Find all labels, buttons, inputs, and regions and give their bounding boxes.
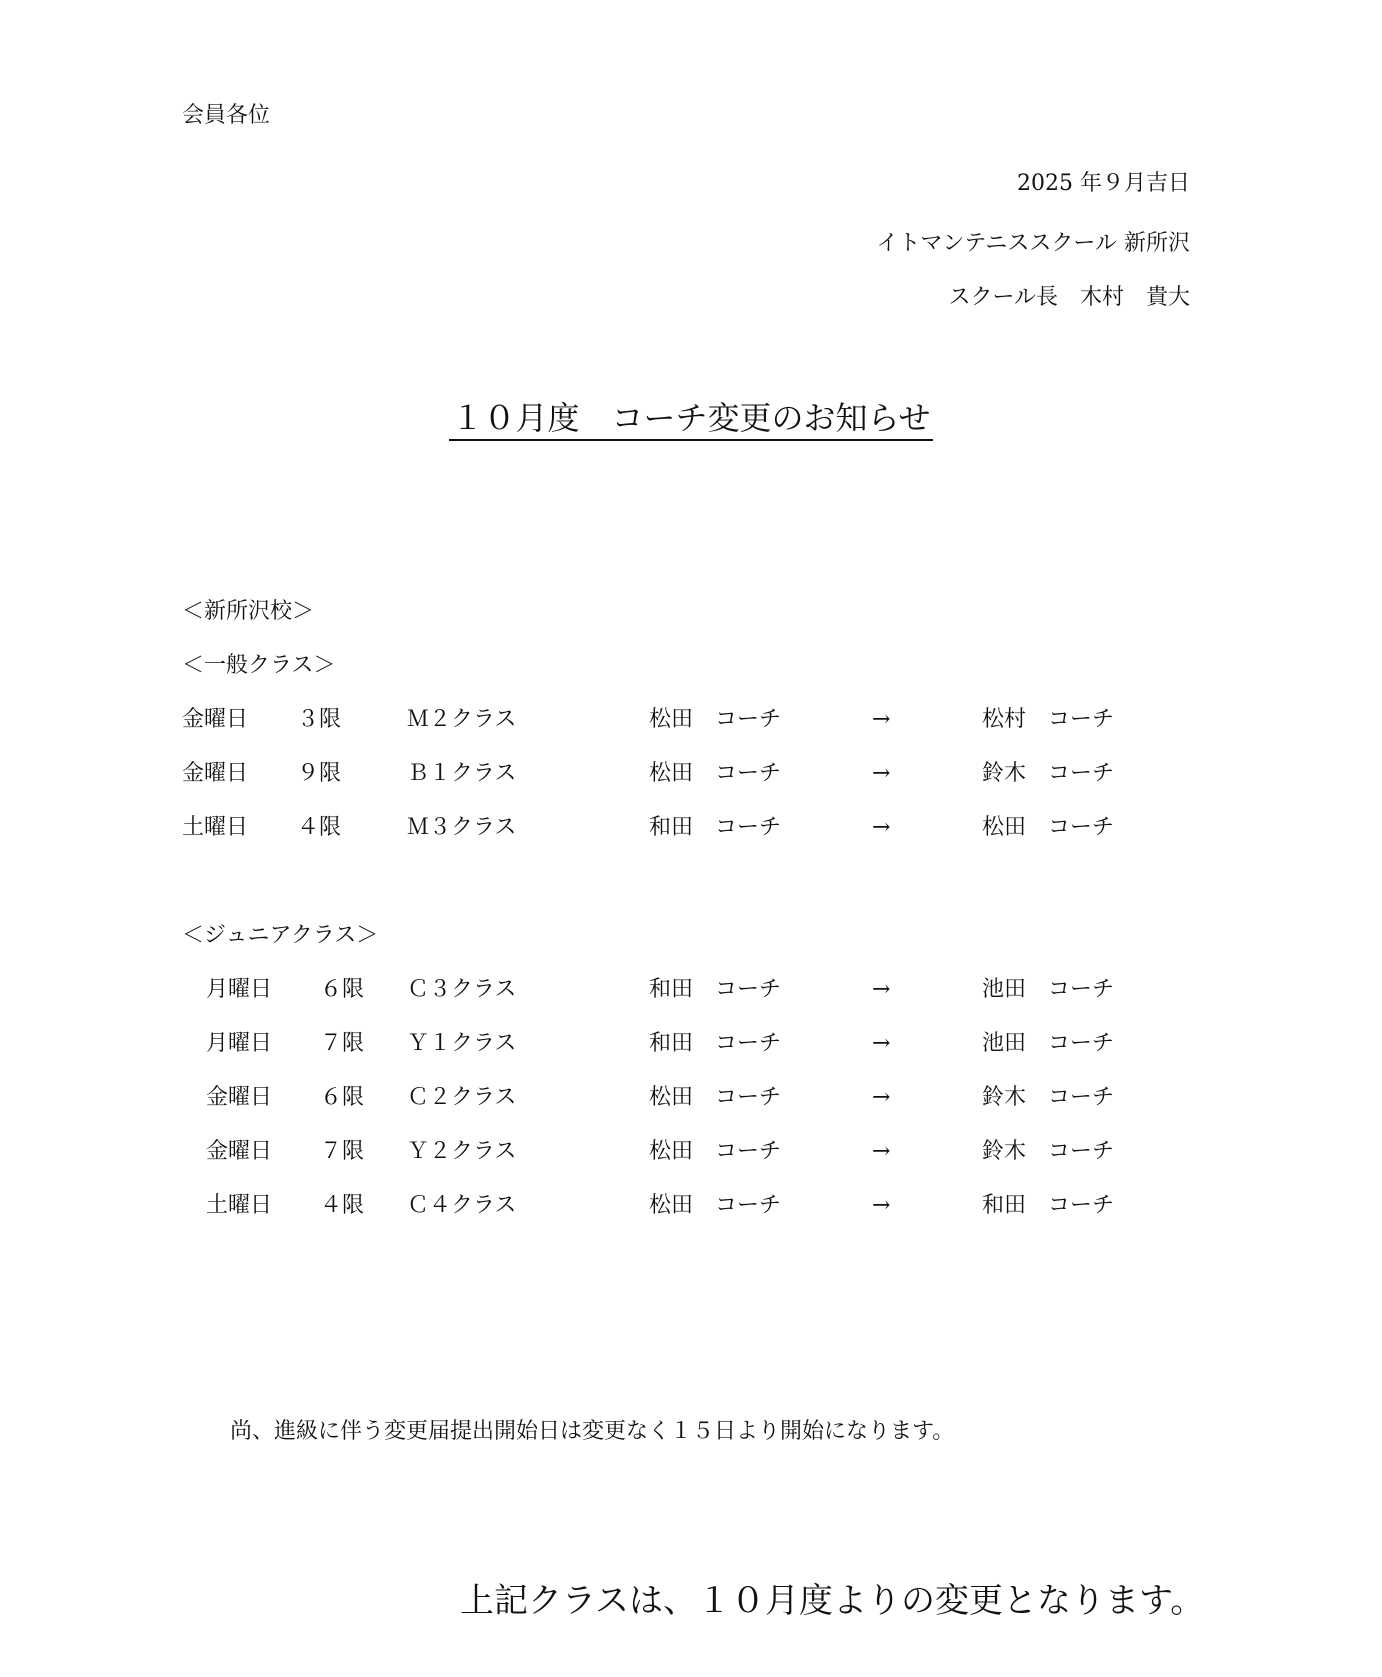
- from-coach-cell: 松田 コーチ: [649, 1085, 782, 1110]
- to-coach-cell: 松田 コーチ: [982, 815, 1115, 840]
- general-class-heading: ＜一般クラス＞: [182, 653, 336, 678]
- period-cell: ４限: [297, 815, 342, 840]
- to-coach-cell: 和田 コーチ: [982, 1193, 1115, 1218]
- day-cell: 土曜日: [206, 1193, 273, 1218]
- table-row: [0, 1138, 1382, 1166]
- class-cell: Ｂ１クラス: [407, 761, 517, 786]
- closing-statement: 上記クラスは、１０月度よりの変更となります。: [460, 1581, 1205, 1621]
- principal-name: スクール長 木村 貴大: [948, 285, 1190, 310]
- page-title-text: １０月度 コーチ変更のお知らせ: [449, 399, 932, 441]
- table-row: [0, 706, 1382, 734]
- table-row: [0, 760, 1382, 788]
- to-coach-cell: 鈴木 コーチ: [982, 761, 1115, 786]
- from-coach-cell: 松田 コーチ: [649, 1193, 782, 1218]
- to-coach-cell: 松村 コーチ: [982, 707, 1115, 732]
- class-cell: Ｍ２クラス: [407, 707, 517, 732]
- addressee: 会員各位: [182, 103, 271, 128]
- from-coach-cell: 和田 コーチ: [649, 1031, 782, 1056]
- day-cell: 月曜日: [206, 1031, 273, 1056]
- from-coach-cell: 松田 コーチ: [649, 1139, 782, 1164]
- arrow-icon: →: [872, 1085, 891, 1110]
- table-row: [0, 1192, 1382, 1220]
- class-cell: Ｃ２クラス: [407, 1085, 517, 1110]
- arrow-icon: →: [872, 707, 891, 732]
- school-name: イトマンテニススクール 新所沢: [876, 231, 1190, 256]
- arrow-icon: →: [872, 1193, 891, 1218]
- period-cell: ９限: [297, 761, 342, 786]
- table-row: [0, 1030, 1382, 1058]
- branch-heading: ＜新所沢校＞: [182, 599, 315, 624]
- submission-note: 尚、進級に伴う変更届提出開始日は変更なく１５日より開始になります。: [230, 1419, 955, 1444]
- period-cell: ７限: [320, 1139, 365, 1164]
- to-coach-cell: 鈴木 コーチ: [982, 1085, 1115, 1110]
- from-coach-cell: 和田 コーチ: [649, 977, 782, 1002]
- table-row: [0, 976, 1382, 1004]
- page-title: [0, 398, 1382, 438]
- day-cell: 金曜日: [182, 707, 249, 732]
- from-coach-cell: 松田 コーチ: [649, 707, 782, 732]
- junior-class-heading: ＜ジュニアクラス＞: [182, 923, 379, 948]
- table-row: [0, 814, 1382, 842]
- arrow-icon: →: [872, 1139, 891, 1164]
- class-cell: Ｃ４クラス: [407, 1193, 517, 1218]
- to-coach-cell: 池田 コーチ: [982, 1031, 1115, 1056]
- table-row: [0, 1084, 1382, 1112]
- class-cell: Ｙ２クラス: [407, 1139, 517, 1164]
- issue-date: 2025 年９月吉日: [1017, 171, 1190, 196]
- class-cell: Ｃ３クラス: [407, 977, 517, 1002]
- arrow-icon: →: [872, 815, 891, 840]
- day-cell: 月曜日: [206, 977, 273, 1002]
- period-cell: ６限: [320, 977, 365, 1002]
- class-cell: Ｍ３クラス: [407, 815, 517, 840]
- arrow-icon: →: [872, 1031, 891, 1056]
- to-coach-cell: 鈴木 コーチ: [982, 1139, 1115, 1164]
- class-cell: Ｙ１クラス: [407, 1031, 517, 1056]
- arrow-icon: →: [872, 761, 891, 786]
- from-coach-cell: 和田 コーチ: [649, 815, 782, 840]
- day-cell: 金曜日: [206, 1139, 273, 1164]
- period-cell: ６限: [320, 1085, 365, 1110]
- day-cell: 金曜日: [182, 761, 249, 786]
- period-cell: ３限: [297, 707, 342, 732]
- to-coach-cell: 池田 コーチ: [982, 977, 1115, 1002]
- from-coach-cell: 松田 コーチ: [649, 761, 782, 786]
- period-cell: ４限: [320, 1193, 365, 1218]
- arrow-icon: →: [872, 977, 891, 1002]
- day-cell: 金曜日: [206, 1085, 273, 1110]
- period-cell: ７限: [320, 1031, 365, 1056]
- day-cell: 土曜日: [182, 815, 249, 840]
